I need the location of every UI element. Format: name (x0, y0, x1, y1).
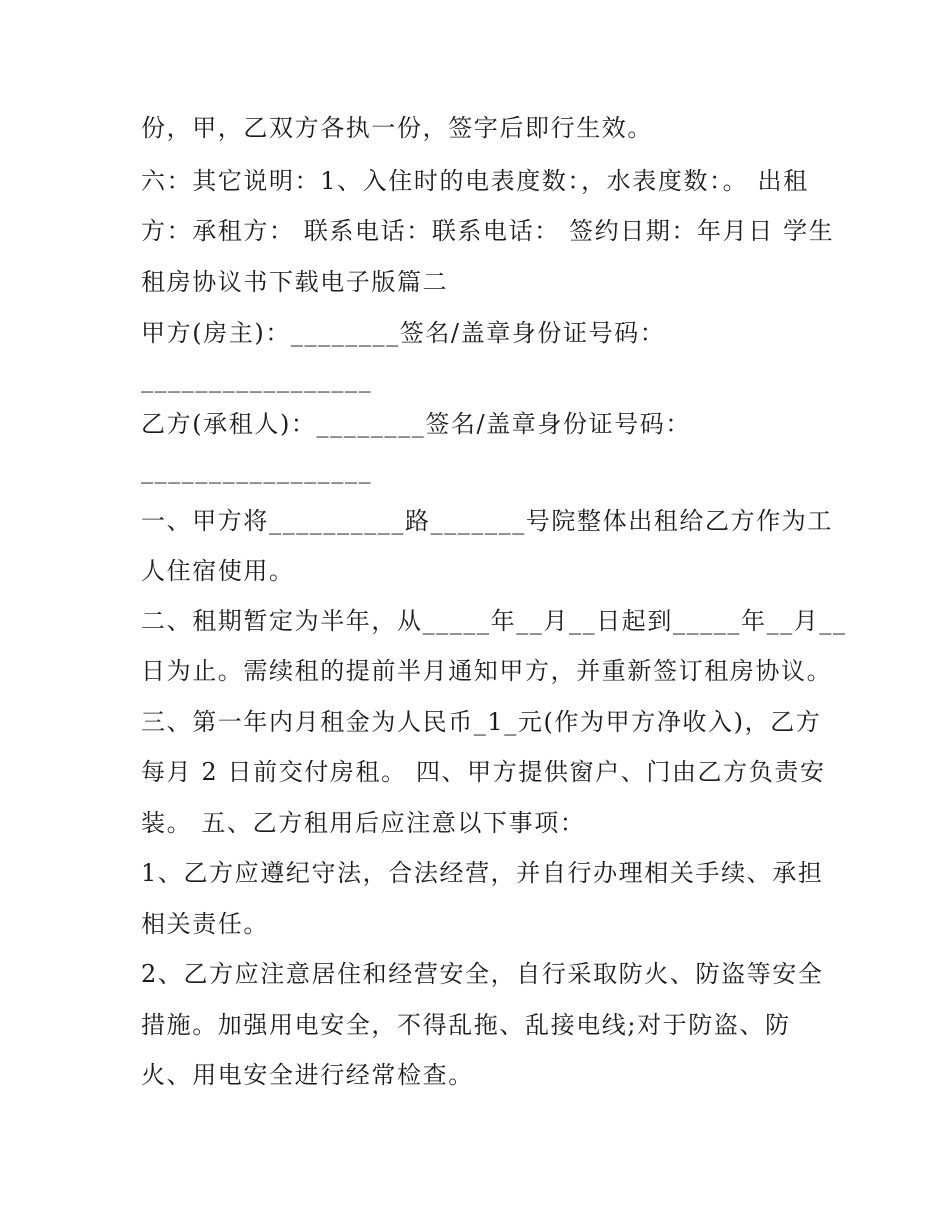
text-line: 租房协议书下载电子版篇二 (141, 268, 449, 296)
text-line: 方：承租方： 联系电话：联系电话： 签约日期：年月日 学生 (141, 217, 835, 245)
text-line: 1、乙方应遵纪守法，合法经营，并自行办理相关手续、承担 (141, 859, 824, 887)
text-line: 2、乙方应注意居住和经营安全，自行采取防火、防盗等安全 (141, 960, 824, 988)
text-line: 人住宿使用。 (141, 557, 295, 585)
signature-blank-line: _________________ (141, 365, 373, 393)
text-line: 相关责任。 (141, 910, 269, 938)
text-line: 一、甲方将__________路_______号院整体出租给乙方作为工 (141, 507, 833, 535)
text-line: 二、租期暂定为半年，从_____年__月__日起到_____年__月__ (141, 607, 847, 635)
text-line: 六：其它说明：1、入住时的电表度数：，水表度数：。 出租 (141, 167, 809, 195)
text-line: 每月 2 日前交付房租。 四、甲方提供窗户、门由乙方负责安 (141, 758, 826, 786)
signature-blank-line: _________________ (141, 456, 373, 484)
text-line: 日为止。需续租的提前半月通知甲方，并重新签订租房协议。 (141, 657, 833, 685)
text-line: 甲方(房主)：________签名/盖章身份证号码： (141, 319, 666, 347)
text-line: 份，甲，乙双方各执一份，签字后即行生效。 (141, 114, 653, 142)
text-line: 乙方(承租人)：________签名/盖章身份证号码： (141, 410, 692, 438)
text-line: 三、第一年内月租金为人民币_1_元(作为甲方净收入)，乙方 (141, 708, 822, 736)
text-line: 火、用电安全进行经常检查。 (141, 1061, 474, 1089)
text-line: 措施。加强用电安全，不得乱拖、乱接电线;对于防盗、防 (141, 1011, 791, 1039)
text-line: 装。 五、乙方租用后应注意以下事项： (141, 809, 586, 837)
